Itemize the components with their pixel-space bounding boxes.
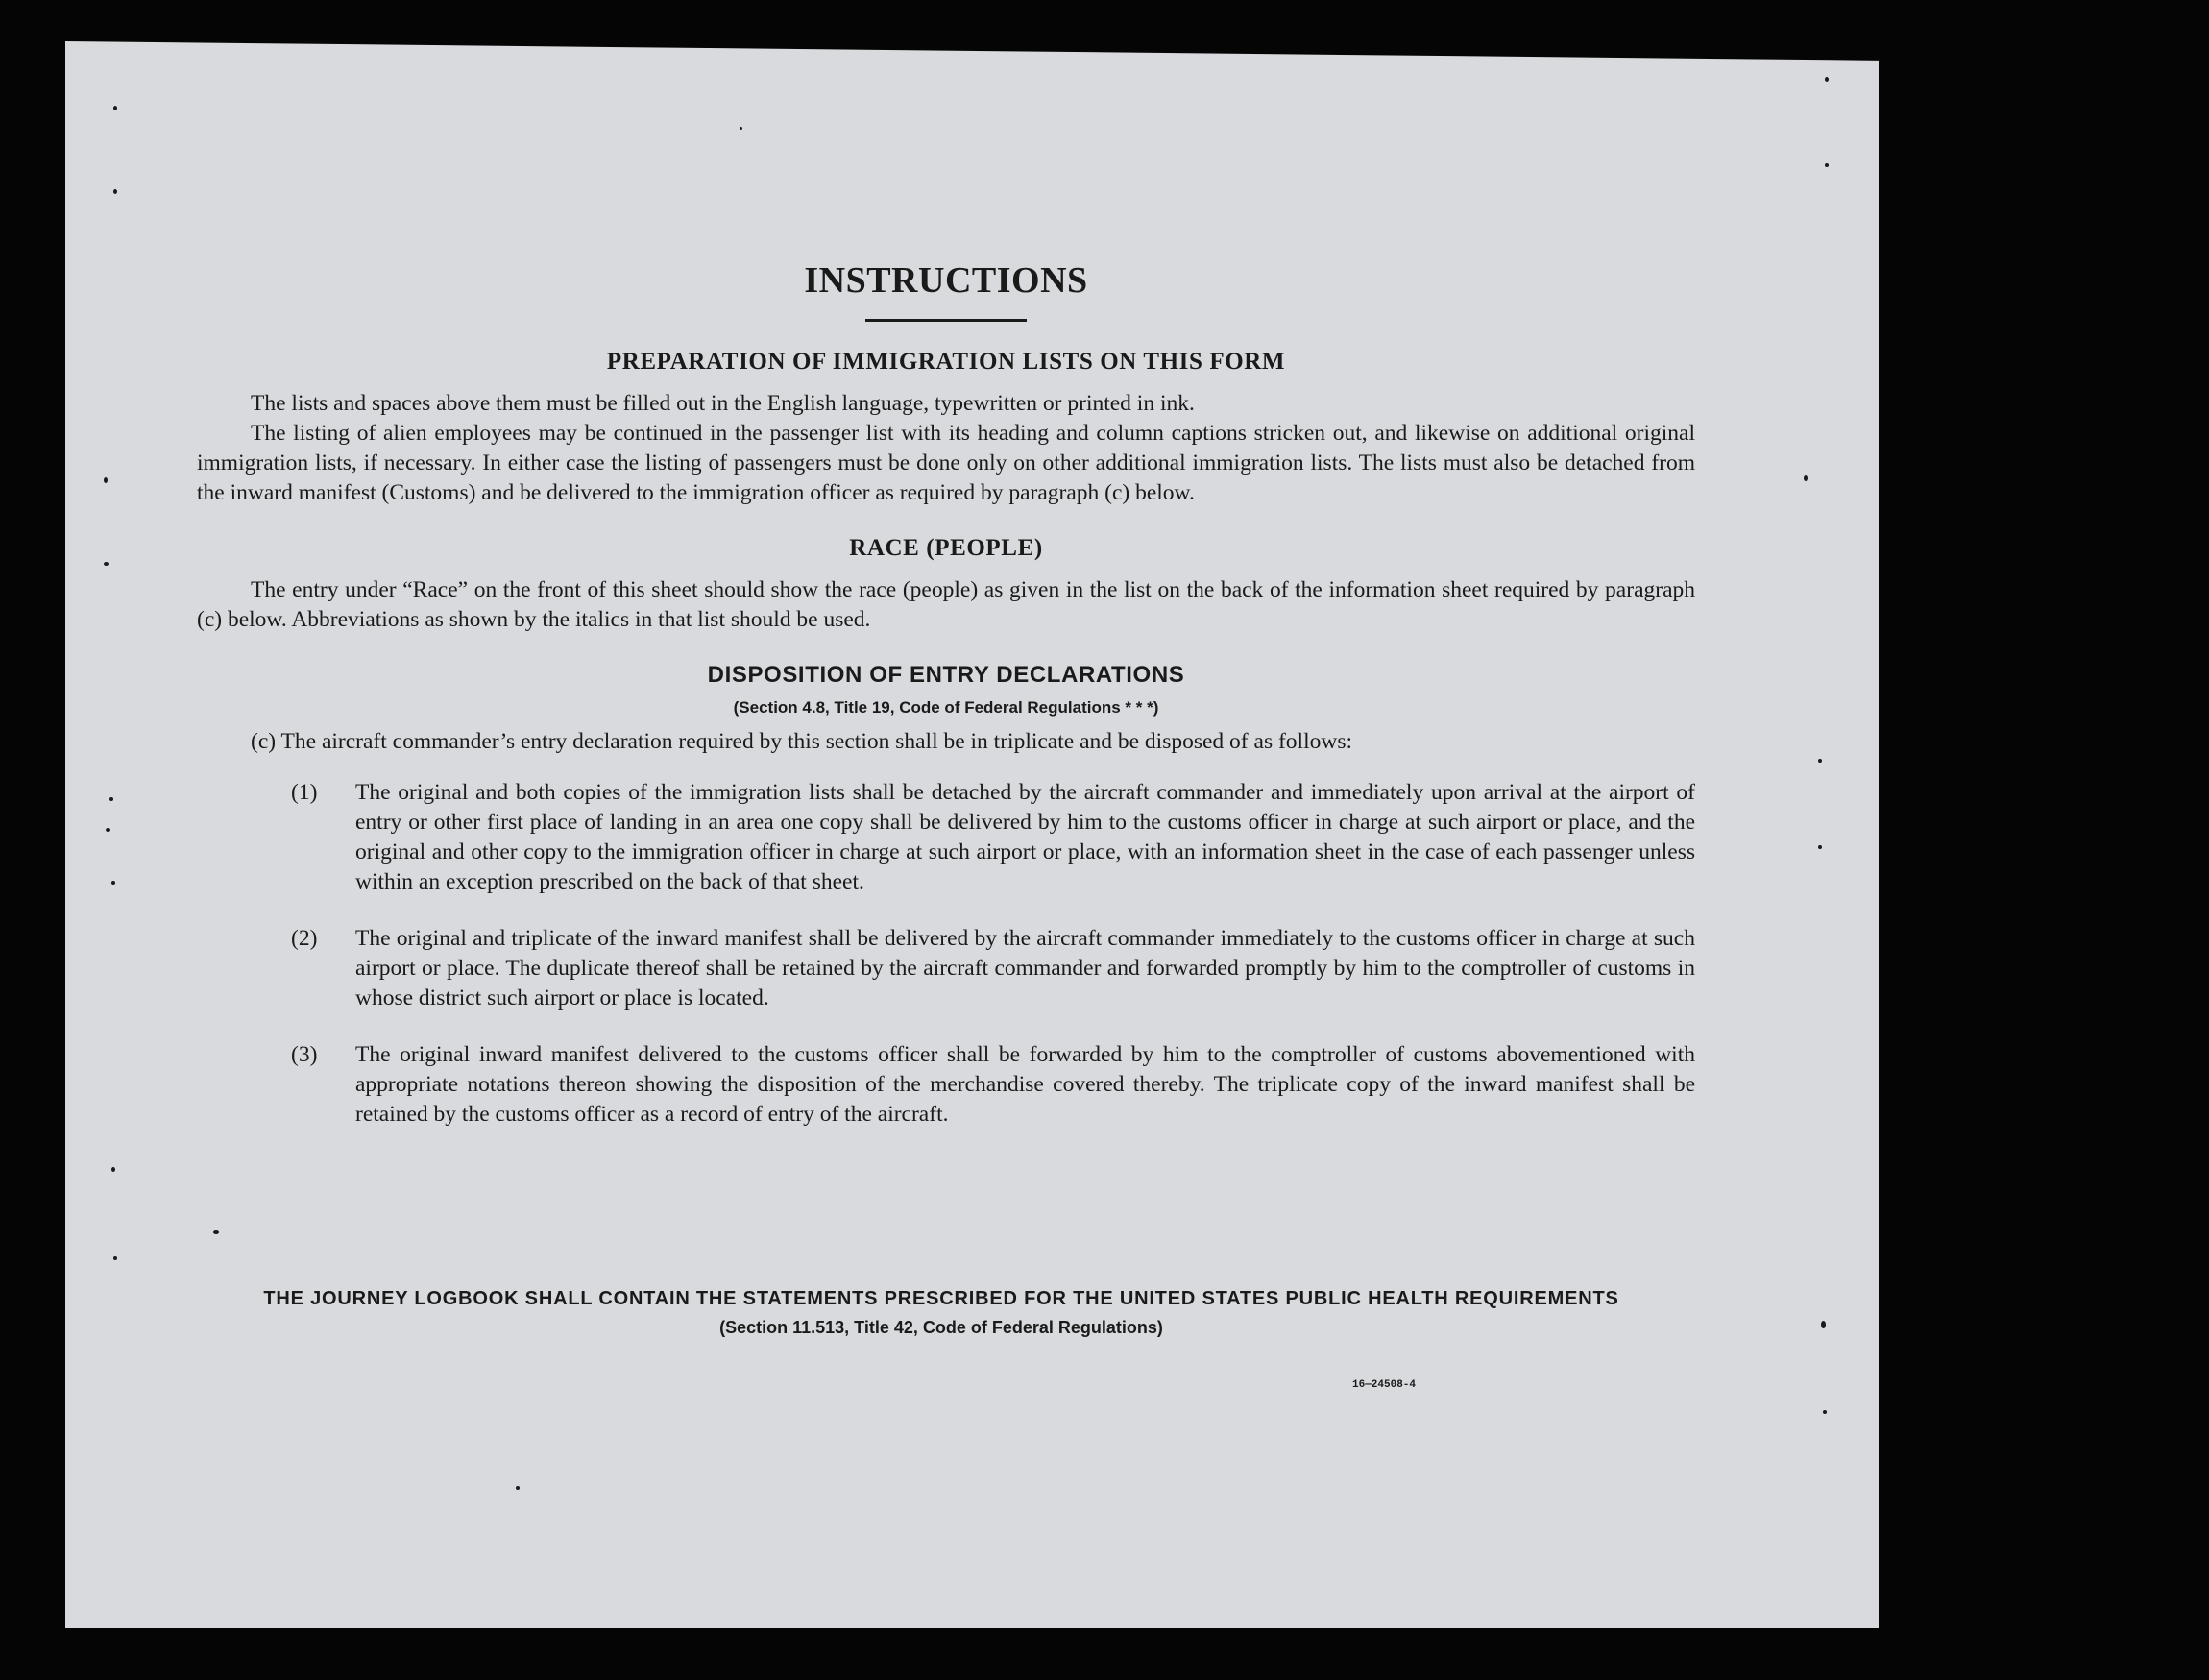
scan-speck — [104, 477, 108, 483]
item-number: (2) — [291, 926, 318, 951]
preparation-paragraph-1: The lists and spaces above them must be filled out in the English language, typewritten or printed in ink. — [251, 391, 1195, 416]
scan-speck — [111, 881, 115, 885]
scan-speck — [1804, 475, 1808, 481]
disposition-item — [197, 924, 1695, 1013]
health-requirements-statement: THE JOURNEY LOGBOOK SHALL CONTAIN THE STATEMENTS PRESCRIBED FOR THE UNITED STATES PUBLIC HEALTH REQUIREMENTS — [263, 1288, 1619, 1309]
scan-speck — [1818, 759, 1822, 763]
scan-speck — [104, 562, 109, 566]
scan-speck — [1823, 1410, 1827, 1414]
scan-speck — [106, 828, 110, 832]
health-requirements-citation: (Section 11.513, Title 42, Code of Federal Regulations) — [719, 1318, 1163, 1337]
preparation-heading: PREPARATION OF IMMIGRATION LISTS ON THIS FORM — [606, 349, 1286, 375]
page-title: INSTRUCTIONS — [804, 260, 1088, 301]
race-paragraph: The entry under “Race” on the front of this sheet should show the race (people) as given in the list on the back of the information sheet required by paragraph (c) below. Abbreviations as shown by the italics in that list should be used. — [197, 577, 1695, 632]
item-number: (1) — [291, 780, 318, 805]
scan-speck — [113, 1256, 117, 1260]
disposition-item — [197, 778, 1695, 897]
scan-speck — [516, 1486, 520, 1490]
scan-speck — [109, 797, 113, 801]
form-number: 16—24508-4 — [1352, 1379, 1417, 1391]
item-text: The original inward manifest delivered to the customs officer shall be forwarded by him to the comptroller of customs abovementioned with appropriate notations thereon showing the disposition of the merchandise covered thereby. The triplicate copy of the inward manifest shall be retained by the customs officer as a record of entry of the aircraft. — [355, 1042, 1695, 1127]
scan-speck — [111, 1167, 115, 1172]
disposition-items — [197, 778, 1695, 1130]
scan-speck — [113, 106, 117, 110]
instructions-body — [197, 259, 1695, 1157]
preparation-paragraph-2: The listing of alien employees may be continued in the passenger list with its heading and column captions stricken out, and likewise on additional original immigration lists, if necessary. In either case the listing of passengers must be done only on other additional immigration lists. The lists must also be detached from the inward manifest (Customs) and be delivered to the immigration officer as required by paragraph (c) below. — [197, 421, 1695, 505]
disposition-citation: (Section 4.8, Title 19, Code of Federal Regulations * * *) — [733, 698, 1159, 717]
disposition-heading: DISPOSITION OF ENTRY DECLARATIONS — [707, 662, 1185, 688]
item-text: The original and both copies of the immigration lists shall be detached by the aircraft commander and immediately upon arrival at the airport of entry or other first place of landing in an area one copy shall be delivered by him to the customs officer in charge at such airport or place, and the original and other copy to the immigration officer in charge at such airport or place, with an information sheet in the case of each passenger unless within an exception prescribed on the back of that sheet. — [355, 780, 1695, 894]
race-heading: RACE (PEOPLE) — [849, 535, 1043, 561]
item-text: The original and triplicate of the inward manifest shall be delivered by the aircraft commander immediately to the customs officer in charge at such airport or place. The duplicate thereof shall be retained by the aircraft commander and forwarded promptly by him to the comptroller of customs in whose district such airport or place is located. — [355, 926, 1695, 1010]
disposition-item — [197, 1040, 1695, 1130]
disposition-lead: (c) The aircraft commander’s entry declaration required by this section shall be in triplicate and be disposed of as follows: — [251, 729, 1352, 754]
scan-speck — [1818, 845, 1822, 849]
scan-speck — [1825, 163, 1829, 167]
scan-speck — [1825, 77, 1829, 82]
scan-speck — [740, 127, 742, 130]
scan-speck — [1821, 1321, 1826, 1328]
item-number: (3) — [291, 1042, 318, 1067]
scan-speck — [113, 189, 117, 194]
scan-speck — [213, 1230, 219, 1234]
title-underline — [865, 319, 1027, 322]
